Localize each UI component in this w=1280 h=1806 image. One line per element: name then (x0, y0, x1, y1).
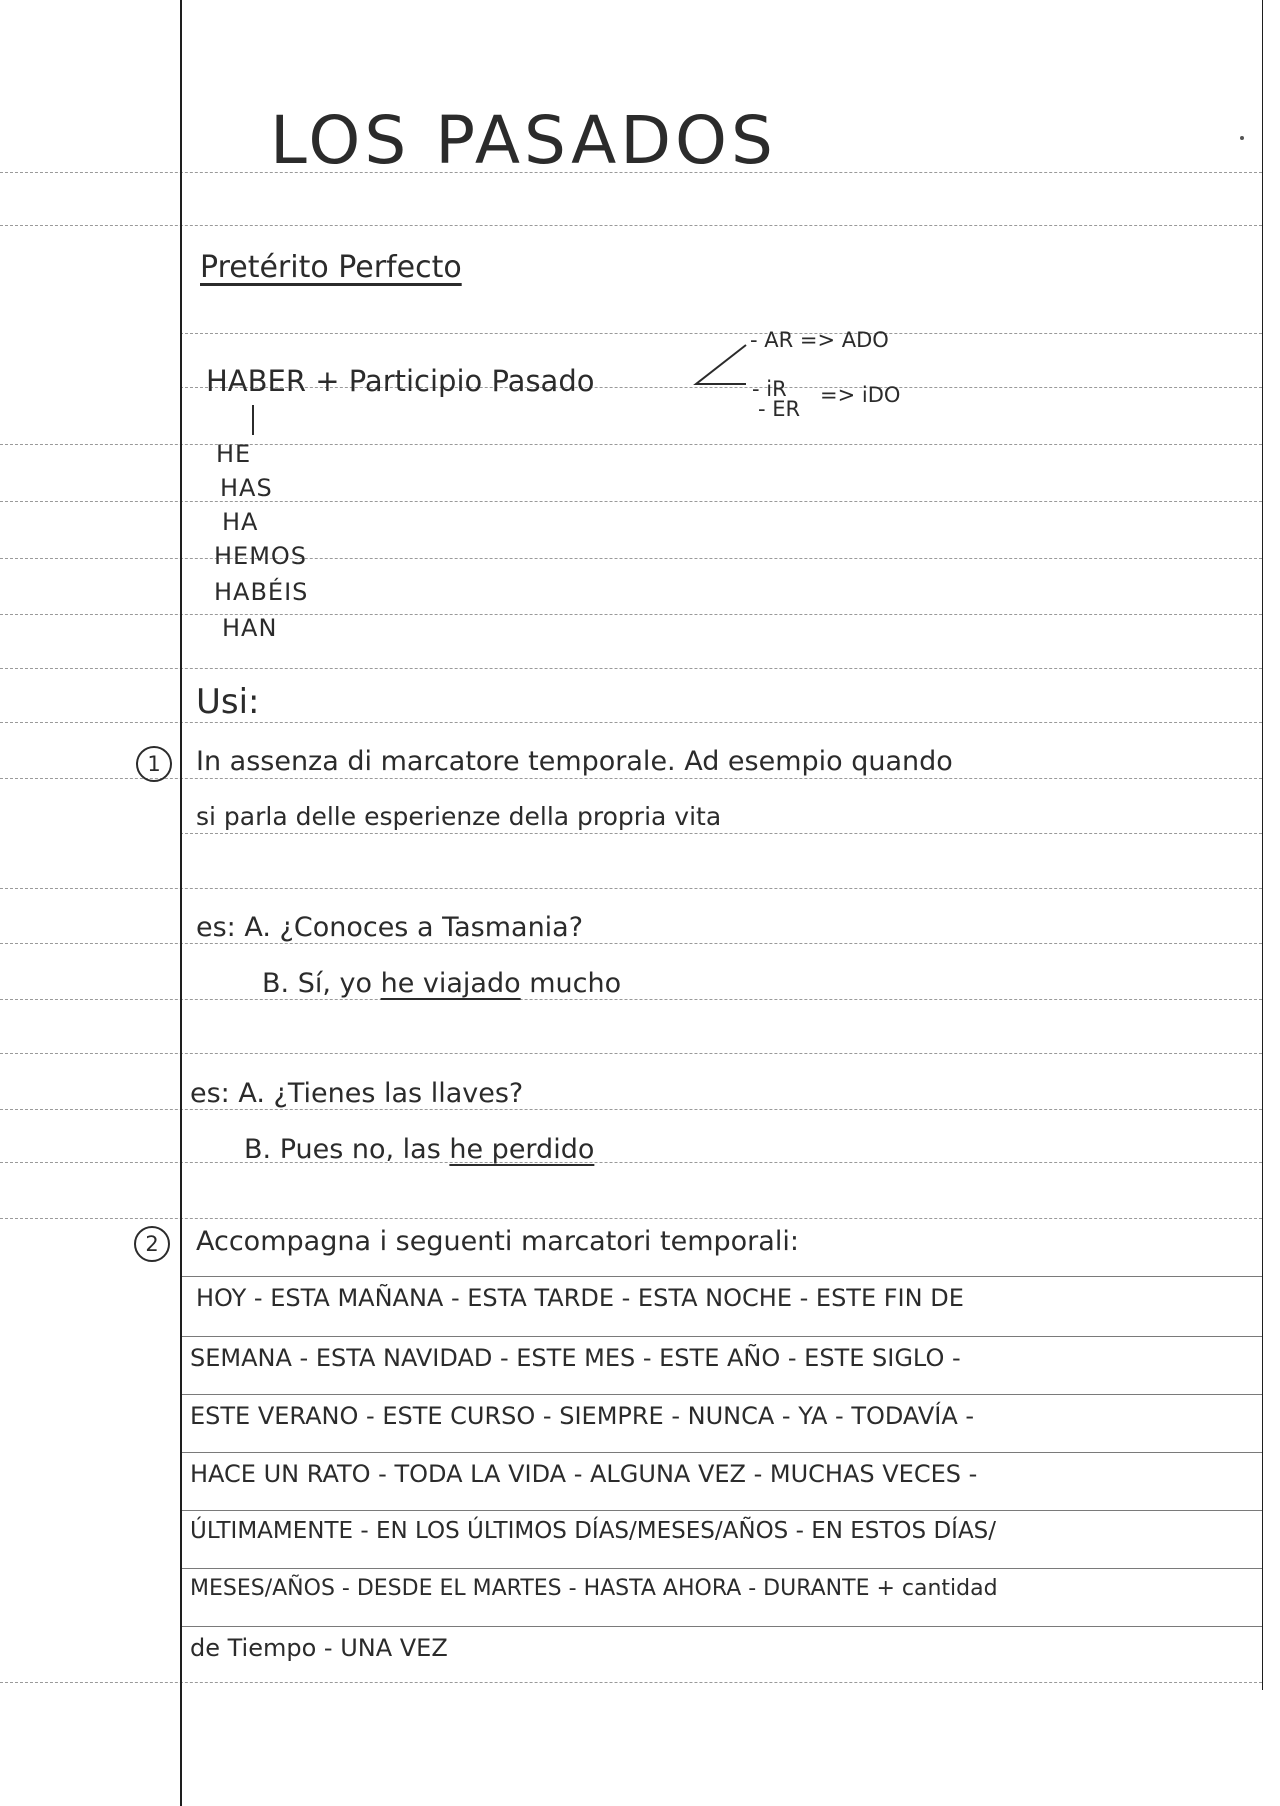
formula-ar: - AR => ADO (750, 328, 889, 352)
margin-line (180, 0, 182, 1806)
example-2-b-verb: he perdido (449, 1134, 595, 1165)
use-1-line-1: In assenza di marcatore temporale. Ad esempio quando (196, 746, 953, 777)
conj-has: HAS (220, 474, 273, 502)
use-1-number: 1 (136, 746, 172, 782)
section-heading: Pretérito Perfecto (200, 250, 462, 285)
example-1-b-end: mucho (529, 968, 622, 999)
formula-er: - ER (758, 397, 801, 421)
marker-line-2: SEMANA - ESTA NAVIDAD - ESTE MES - ESTE AÑO - ESTE SIGLO - (190, 1344, 961, 1372)
uses-heading: Usi: (196, 682, 260, 722)
marker-line-4: HACE UN RATO - TODA LA VIDA - ALGUNA VEZ - MUCHAS VECES - (190, 1460, 978, 1488)
conj-habeis: HABÉIS (214, 578, 309, 606)
conj-han: HAN (222, 614, 278, 642)
example-1-b-verb: he viajado (380, 968, 521, 999)
example-1-b-start: B. Sí, yo (262, 968, 372, 999)
marker-line-6: MESES/AÑOS - DESDE EL MARTES - HASTA AHORA - DURANTE + cantidad (190, 1576, 998, 1601)
formula-branch (690, 340, 750, 400)
use-1-line-2: si parla delle esperienze della propria vita (196, 802, 722, 831)
example-1-b (262, 968, 621, 999)
use-2-number: 2 (134, 1226, 170, 1262)
example-2-b (244, 1134, 594, 1165)
formula-ir: - iR (752, 377, 787, 401)
marker-line-1: HOY - ESTA MAÑANA - ESTA TARDE - ESTA NOCHE - ESTE FIN DE (196, 1284, 964, 1312)
haber-stem (252, 405, 254, 435)
page-title: LOS PASADOS (270, 102, 777, 179)
conj-ha: HA (222, 508, 259, 536)
right-edge-line (1262, 0, 1263, 1690)
marker-line-5: ÚLTIMAMENTE - EN LOS ÚLTIMOS DÍAS/MESES/AÑOS - EN ESTOS DÍAS/ (190, 1518, 997, 1544)
conj-hemos: HEMOS (214, 542, 308, 570)
marker-line-3: ESTE VERANO - ESTE CURSO - SIEMPRE - NUNCA - YA - TODAVÍA - (190, 1402, 975, 1430)
conj-he: HE (216, 440, 252, 468)
example-1-a: es: A. ¿Conoces a Tasmania? (196, 912, 584, 943)
marker-line-7: de Tiempo - UNA VEZ (190, 1634, 448, 1662)
formula-left: HABER + Participio Pasado (206, 364, 595, 398)
example-2-a: es: A. ¿Tienes las llaves? (190, 1078, 524, 1109)
example-2-b-start: B. Pues no, las (244, 1134, 441, 1165)
formula-ido: => iDO (820, 383, 901, 407)
use-2-intro: Accompagna i seguenti marcatori temporali: (196, 1226, 799, 1257)
